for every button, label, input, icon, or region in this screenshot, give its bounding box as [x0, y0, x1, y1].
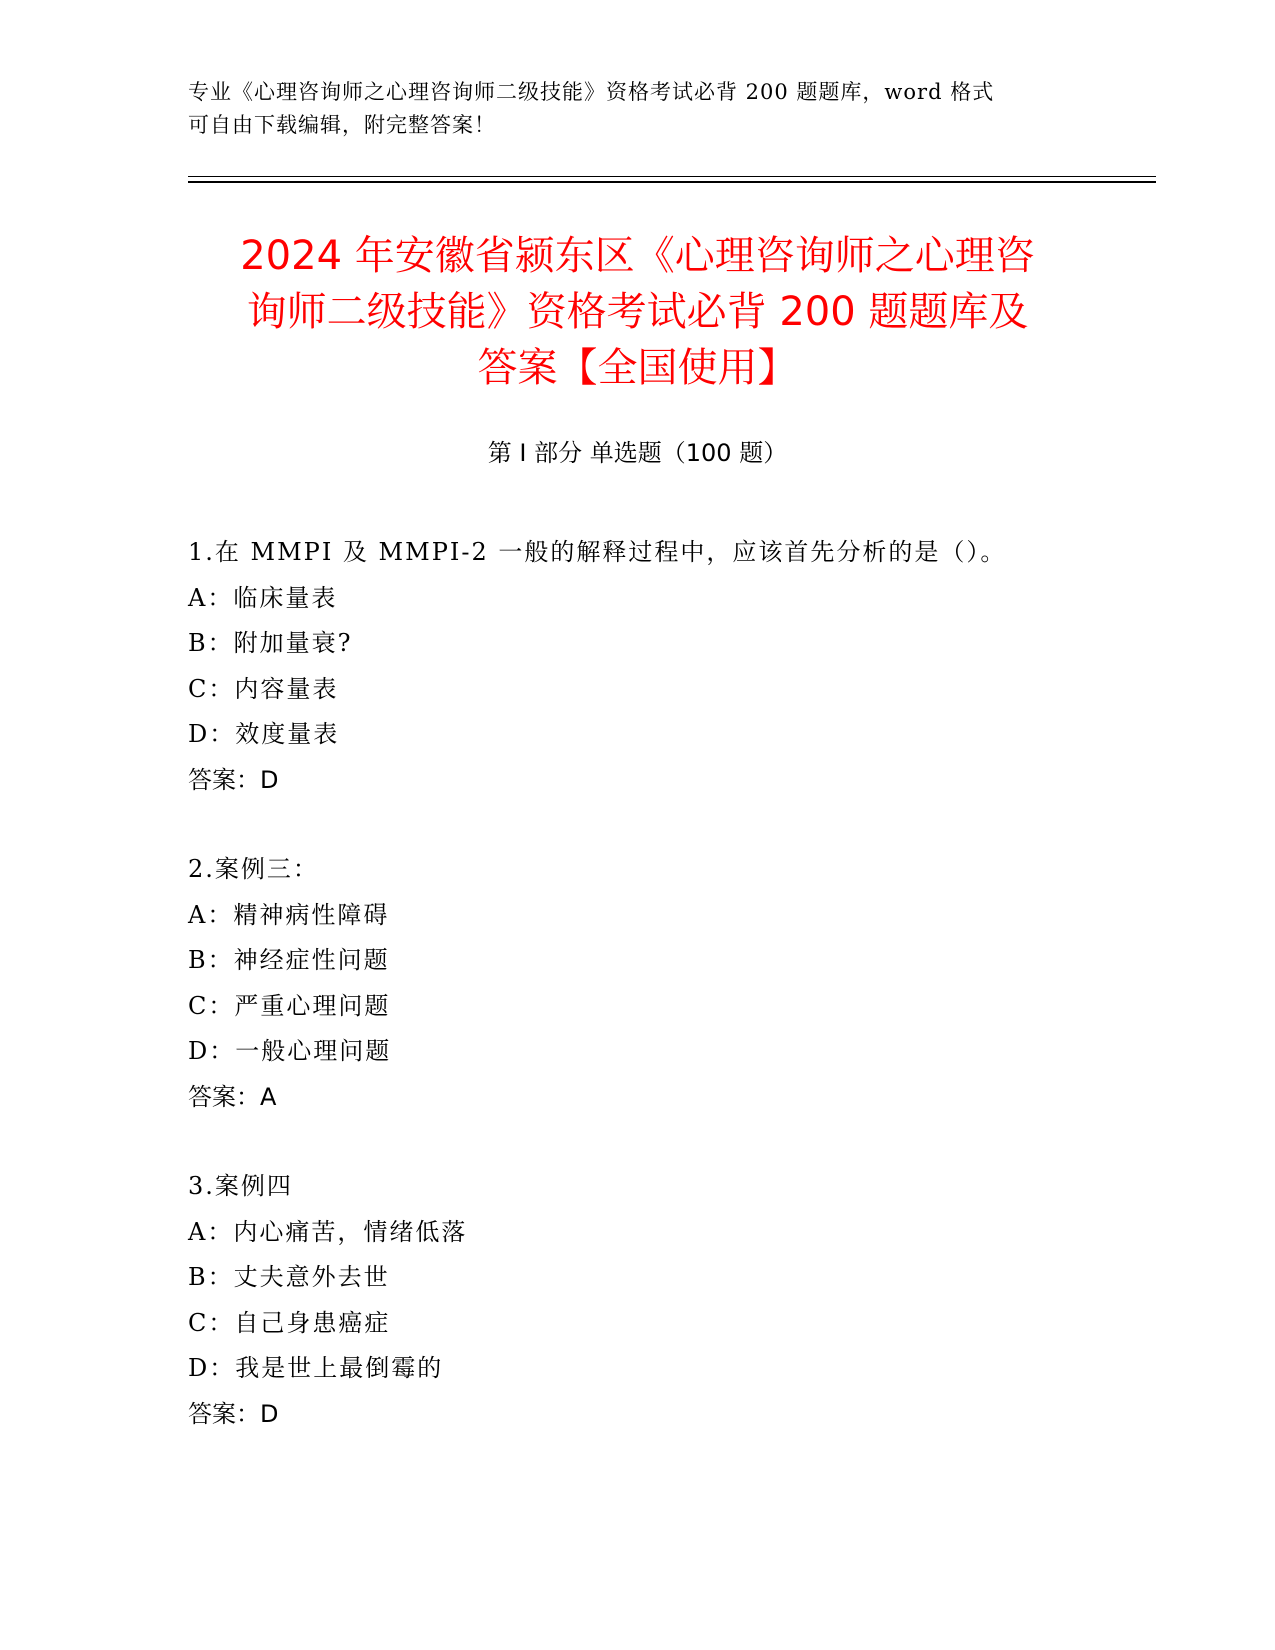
header-note-line-2: 可自由下载编辑，附完整答案！	[188, 113, 496, 137]
header-divider-thin	[188, 176, 1156, 177]
option-c: C：内容量表	[188, 674, 339, 703]
question-2	[188, 847, 1168, 1120]
question-3	[188, 1164, 1168, 1437]
question-stem: 3.案例四	[188, 1172, 293, 1200]
option-d: D：我是世上最倒霉的	[188, 1354, 444, 1382]
option-c: C：严重心理问题	[188, 991, 391, 1020]
document-title-line-1: 2024 年安徽省颍东区《心理咨询师之心理咨	[240, 233, 1035, 279]
question-list	[188, 530, 1168, 1481]
header-note-line-1: 专业《心理咨询师之心理咨询师二级技能》资格考试必背 200 题题库，word 格式	[188, 80, 995, 104]
option-b: B：神经症性问题	[188, 946, 390, 974]
option-b: B：附加量衰?	[188, 629, 353, 657]
question-stem: 1.在 MMPI 及 MMPI-2 一般的解释过程中，应该首先分析的是（）。	[188, 538, 1007, 566]
answer: 答案：D	[188, 765, 279, 794]
document-title-line-3: 答案【全国使用】	[477, 345, 798, 391]
option-d: D：效度量表	[188, 720, 340, 748]
option-d: D：一般心理问题	[188, 1037, 392, 1065]
option-a: A：内心痛苦，情绪低落	[188, 1217, 468, 1246]
answer: 答案：D	[188, 1399, 279, 1428]
question-1	[188, 530, 1168, 803]
option-a: A：临床量表	[188, 583, 338, 612]
section-title: 第 I 部分 单选题（100 题）	[487, 439, 788, 467]
option-c: C：自己身患癌症	[188, 1308, 391, 1337]
document-title-line-2: 询师二级技能》资格考试必背 200 题题库及	[246, 289, 1029, 335]
question-stem: 2.案例三：	[188, 855, 319, 883]
option-a: A：精神病性障碍	[188, 900, 390, 929]
document-title	[150, 228, 1125, 396]
header-divider-thick	[188, 181, 1156, 183]
option-b: B：丈夫意外去世	[188, 1263, 390, 1291]
header-note	[188, 76, 1088, 142]
answer: 答案：A	[188, 1082, 277, 1111]
